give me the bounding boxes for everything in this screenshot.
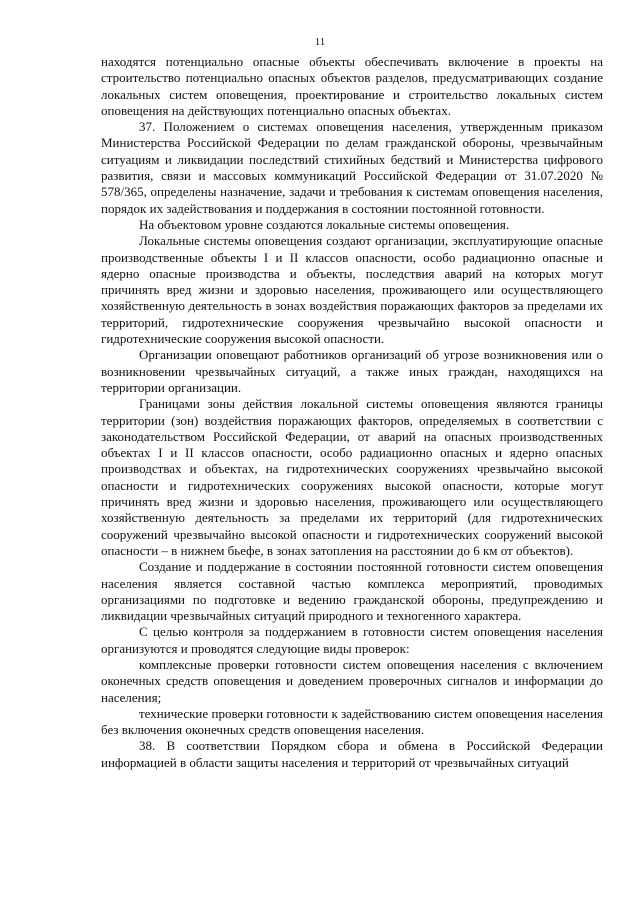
paragraph-inspection-types: С целью контроля за поддержанием в готовности систем оповещения населения организуются и проводятся следующие виды проверок: xyxy=(101,624,603,656)
paragraph-organizations-notify: Организации оповещают работников организаций об угрозе возникновения или о возникновении чрезвычайных ситуаций, а также иных граждан, находящихся на территории организации. xyxy=(101,347,603,395)
paragraph-37-alerting-regulation: 37. Положением о системах оповещения населения, утвержденным приказом Министерства Российской Федерации по делам гражданской обороны, чрезвычайным ситуациям и ликвидации последствий стихийных бедствий и Министерства цифрового развития, связи и массовых коммуникаций Российской Федерации от 31.07.2020 № 578/365, определены назначение, задачи и требования к системам оповещения населения, порядок их задействования и поддержания в состоянии постоянной готовности. xyxy=(101,119,603,216)
paragraph-continuation: находятся потенциально опасные объекты обеспечивать включение в проекты на строительство потенциально опасных объектов разделов, предусматривающих создание локальных систем оповещения, проектирование и строительство локальных систем оповещения на действующих потенциально опасных объектах. xyxy=(101,54,603,118)
paragraph-readiness: Создание и поддержание в состоянии постоянной готовности систем оповещения населения является составной частью комплекса мероприятий, проводимых организациями по подготовке и ведению гражданской обороны, предупреждению и ликвидации чрезвычайных ситуаций природного и техногенного характера. xyxy=(101,559,603,624)
paragraph-complex-checks: комплексные проверки готовности систем оповещения населения с включением оконечных средств оповещения и доведением проверочных сигналов и информации до населения; xyxy=(101,656,603,705)
paragraph-38-information-exchange: 38. В соответствии Порядком сбора и обмена в Российской Федерации информацией в области защиты населения и территорий от чрезвычайных ситуаций xyxy=(101,738,603,770)
paragraph-zone-boundaries: Границами зоны действия локальной системы оповещения являются границы территории (зон) воздействия поражающих факторов, определяемых в соответствии с законодательством Российской Федерации, от аварий на опасных производственных объектах I и II классов опасности, особо радиационно опасных и ядерно опасных производствах и объектах, на гидротехнических сооружениях чрезвычайно высокой опасности и гидротехнических сооружениях высокой опасности, которые могут причинять вред жизни и здоровью населения, проживающего или осуществляющего хозяйственную деятельность за пределами их территорий (для гидротехнических сооружений чрезвычайно высокой опасности и гидротехнических сооружений высокой опасности – в нижнем бьефе, в зонах затопления на расстоянии до 6 км от объектов). xyxy=(101,396,603,558)
paragraph-technical-checks: технические проверки готовности к задействованию систем оповещения населения без включения оконечных средств оповещения населения. xyxy=(101,705,603,738)
page-number: 11 xyxy=(314,36,326,48)
document-body xyxy=(101,54,603,771)
paragraph-object-level: На объектовом уровне создаются локальные системы оповещения. xyxy=(139,216,510,232)
paragraph-local-systems: Локальные системы оповещения создают организации, эксплуатирующие опасные производственные объекты I и II классов опасности, особо радиационно опасные и ядерно опасные производства и объекты, последствия аварий на которых могут причинять вред жизни и здоровью населения, проживающего или осуществляющего хозяйственную деятельность в зонах воздействия поражающих факторов за пределами их территорий, гидротехнические сооружения чрезвычайно высокой опасности и гидротехнические сооружения высокой опасности. xyxy=(101,233,603,347)
